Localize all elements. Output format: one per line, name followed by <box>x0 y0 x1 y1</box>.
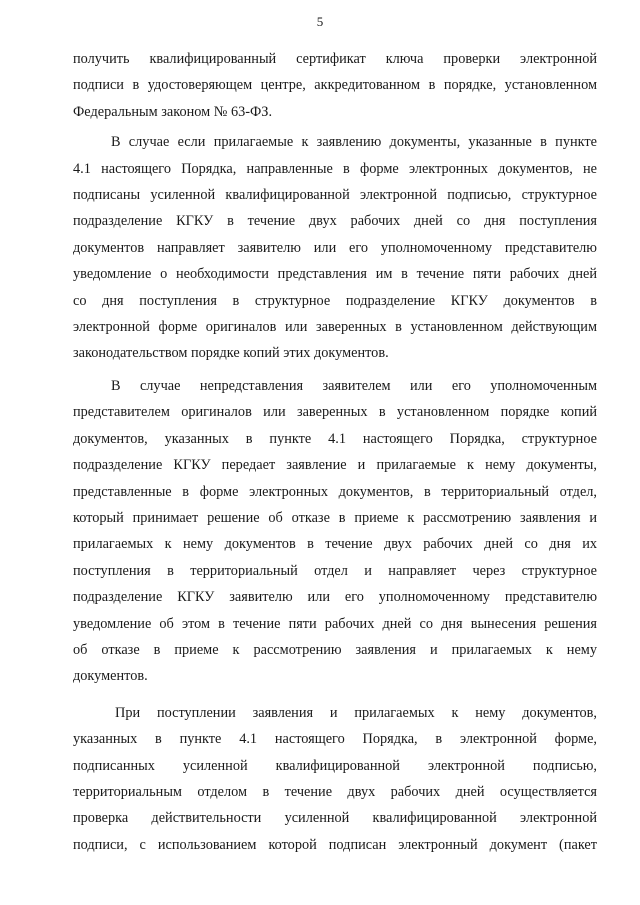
text-line: В случае если прилагаемые к заявлению документы, указанные в пункте <box>111 134 597 151</box>
text-line: документов. <box>73 668 148 685</box>
text-line: территориальным отделом в течение двух рабочих дней осуществляется <box>73 783 597 800</box>
text-line: представителем оригиналов или заверенных в установленном порядке копий <box>73 404 597 421</box>
text-line: получить квалифицированный сертификат ключа проверки электронной <box>73 51 597 67</box>
text-line: При поступлении заявления и прилагаемых к нему документов, <box>115 704 597 721</box>
document-body <box>73 46 597 858</box>
text-line: подразделение КГКУ передает заявление и прилагаемые к нему документы, <box>73 457 597 474</box>
text-line: который принимает решение об отказе в приеме к рассмотрению заявления и <box>73 509 597 526</box>
text-line: уведомление об этом в течение пяти рабочих дней со дня вынесения решения <box>73 615 597 632</box>
text-line: указанных в пункте 4.1 настоящего Порядка, в электронной форме, <box>73 731 597 748</box>
text-line: подразделение КГКУ заявителю или его уполномоченному представителю <box>73 589 597 606</box>
text-line: В случае непредставления заявителем или его уполномоченным <box>111 377 597 394</box>
text-line: Федеральным законом № 63-ФЗ. <box>73 103 273 120</box>
text-line: подписи, с использованием которой подписан электронный документ (пакет <box>73 836 597 853</box>
text-line: прилагаемых к нему документов в течение двух рабочих дней со дня их <box>73 536 597 553</box>
text-line: подразделение КГКУ в течение двух рабочих дней со дня поступления <box>73 213 597 230</box>
text-line: законодательством порядке копий этих документов. <box>73 345 389 362</box>
text-line: об отказе в приеме к рассмотрению заявления и прилагаемых к нему <box>73 641 597 658</box>
text-line: документов, указанных в пункте 4.1 настоящего Порядка, структурное <box>73 430 597 447</box>
paragraph-1 <box>73 46 597 125</box>
paragraph-4 <box>73 700 597 858</box>
text-line: электронной форме оригиналов или заверенных в установленном действующим <box>73 319 597 336</box>
text-line: подписи в удостоверяющем центре, аккредитованном в порядке, установленном <box>73 77 597 94</box>
text-line: 4.1 настоящего Порядка, направленные в форме электронных документов, не <box>73 160 597 177</box>
text-line: документов направляет заявителю или его уполномоченному представителю <box>73 239 597 256</box>
paragraph-3 <box>73 373 597 690</box>
text-line: проверка действительности усиленной квалифицированной электронной <box>73 810 597 827</box>
text-line: поступления в территориальный отдел и направляет через структурное <box>73 562 597 579</box>
text-line: подписаны усиленной квалифицированной электронной подписью, структурное <box>73 187 597 204</box>
page-number: 5 <box>316 14 324 29</box>
paragraph-2 <box>73 129 597 367</box>
text-line: подписанных усиленной квалифицированной электронной подписью, <box>73 757 597 774</box>
text-line: уведомление о необходимости представления им в течение пяти рабочих дней <box>73 266 597 283</box>
text-line: со дня поступления в структурное подразделение КГКУ документов в <box>73 292 597 309</box>
text-line: представленные в форме электронных документов, в территориальный отдел, <box>73 483 597 500</box>
